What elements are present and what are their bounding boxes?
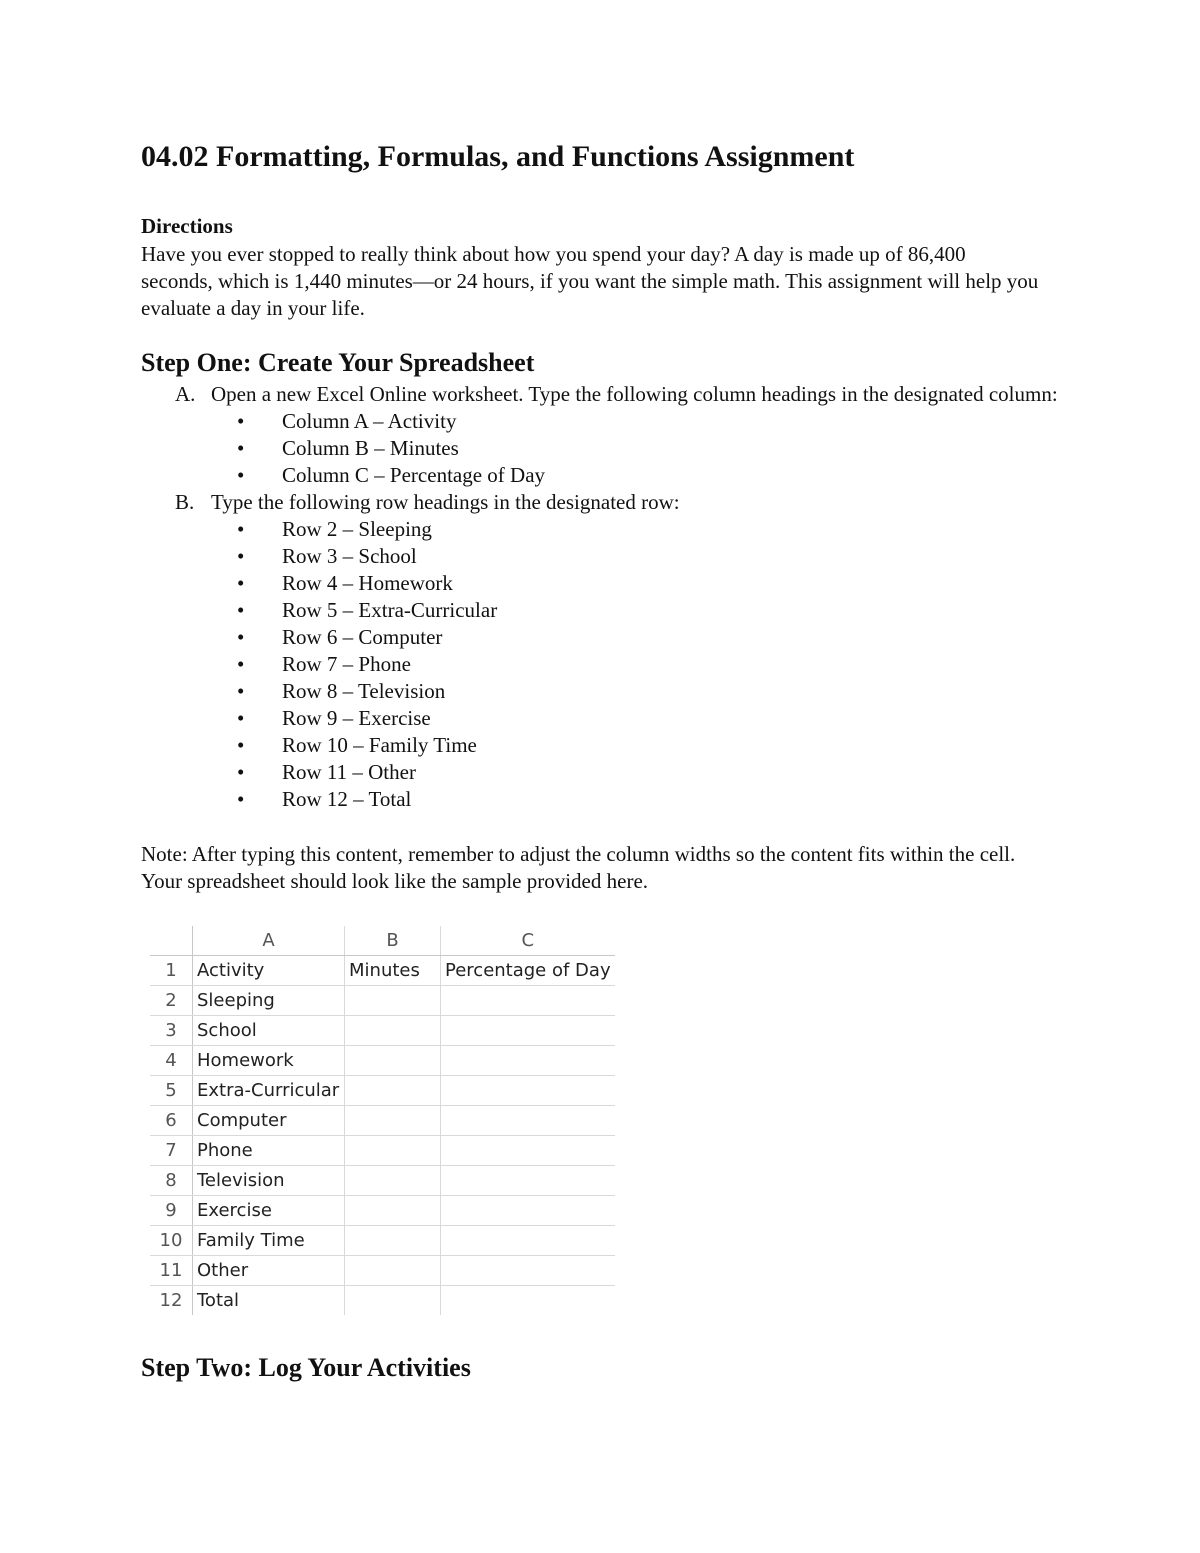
row-number: 7: [150, 1136, 193, 1166]
list-item: • Column C – Percentage of Day: [237, 463, 546, 487]
row-number: 9: [150, 1196, 193, 1226]
cell-percentage: [441, 1196, 615, 1226]
list-item: • Row 12 – Total: [237, 787, 412, 811]
list-marker: B.: [175, 490, 195, 514]
list-item: • Row 7 – Phone: [237, 652, 411, 676]
row-number: 11: [150, 1256, 193, 1286]
table-row: [150, 986, 615, 1016]
step-one-item-a: [141, 381, 1061, 489]
list-item: • Row 2 – Sleeping: [237, 517, 432, 541]
column-header: B: [345, 926, 441, 956]
bullet-icon: •: [237, 544, 245, 568]
bullet-icon: •: [237, 409, 245, 433]
table-row: [150, 1256, 615, 1286]
bullet-icon: •: [237, 706, 245, 730]
cell-percentage: [441, 986, 615, 1016]
cell-activity: Extra-Curricular: [193, 1076, 345, 1106]
cell-activity: Total: [193, 1286, 345, 1316]
cell-percentage: [441, 1136, 615, 1166]
cell-minutes: [345, 1226, 441, 1256]
row-number: 3: [150, 1016, 193, 1046]
table-row: [150, 1196, 615, 1226]
table-row: [150, 1046, 615, 1076]
table-row: [150, 1106, 615, 1136]
bullet-icon: •: [237, 436, 245, 460]
cell-activity: Family Time: [193, 1226, 345, 1256]
list-item: • Row 4 – Homework: [237, 571, 453, 595]
step-one-item-b: [141, 489, 1061, 813]
list-item: • Row 9 – Exercise: [237, 706, 431, 730]
cell-percentage: [441, 1076, 615, 1106]
cell-percentage: Percentage of Day: [441, 956, 615, 986]
cell-activity: Activity: [193, 956, 345, 986]
bullet-icon: •: [237, 679, 245, 703]
bullet-icon: •: [237, 760, 245, 784]
table-row: [150, 956, 615, 986]
page-title: 04.02 Formatting, Formulas, and Functions Assignment: [141, 140, 855, 173]
row-number: 12: [150, 1286, 193, 1316]
cell-activity: School: [193, 1016, 345, 1046]
cell-minutes: [345, 1166, 441, 1196]
corner-cell: [150, 926, 193, 956]
cell-activity: Phone: [193, 1136, 345, 1166]
cell-minutes: [345, 1076, 441, 1106]
row-number: 1: [150, 956, 193, 986]
column-header-row: [150, 926, 615, 956]
bullet-list: [211, 408, 1061, 489]
table-row: [150, 1286, 615, 1316]
cell-activity: Homework: [193, 1046, 345, 1076]
sample-spreadsheet: [150, 926, 615, 1315]
cell-minutes: [345, 1106, 441, 1136]
table-row: [150, 1136, 615, 1166]
cell-percentage: [441, 1106, 615, 1136]
cell-activity: Television: [193, 1166, 345, 1196]
cell-minutes: Minutes: [345, 956, 441, 986]
bullet-icon: •: [237, 652, 245, 676]
cell-activity: Sleeping: [193, 986, 345, 1016]
column-header: A: [193, 926, 345, 956]
cell-minutes: [345, 1016, 441, 1046]
row-number: 8: [150, 1166, 193, 1196]
table-row: [150, 1226, 615, 1256]
column-header: C: [441, 926, 615, 956]
cell-percentage: [441, 1016, 615, 1046]
bullet-icon: •: [237, 733, 245, 757]
cell-activity: Other: [193, 1256, 345, 1286]
directions-heading: Directions: [141, 214, 233, 238]
cell-minutes: [345, 1196, 441, 1226]
table-row: [150, 1076, 615, 1106]
list-item: • Row 5 – Extra-Curricular: [237, 598, 498, 622]
cell-percentage: [441, 1166, 615, 1196]
row-number: 5: [150, 1076, 193, 1106]
cell-minutes: [345, 1046, 441, 1076]
list-item: • Row 6 – Computer: [237, 625, 443, 649]
spreadsheet-table: [150, 926, 615, 1315]
list-item: • Row 8 – Television: [237, 679, 446, 703]
cell-activity: Computer: [193, 1106, 345, 1136]
table-row: [150, 1166, 615, 1196]
row-number: 10: [150, 1226, 193, 1256]
cell-minutes: [345, 1256, 441, 1286]
list-item: • Column A – Activity: [237, 409, 457, 433]
list-item: • Column B – Minutes: [237, 436, 459, 460]
cell-activity: Exercise: [193, 1196, 345, 1226]
bullet-icon: •: [237, 517, 245, 541]
directions-body: Have you ever stopped to really think about how you spend your day? A day is made up of 86,400 seconds, which is 1,440 minutes—or 24 hours, if you want the simple math. This assignment will help you evaluate a day in your life.: [141, 242, 1039, 320]
step-two-heading: Step Two: Log Your Activities: [141, 1353, 471, 1382]
list-item-text: Type the following row headings in the designated row:: [211, 490, 680, 514]
cell-minutes: [345, 986, 441, 1016]
cell-percentage: [441, 1046, 615, 1076]
step-one-list: [141, 381, 1061, 813]
bullet-icon: •: [237, 625, 245, 649]
bullet-icon: •: [237, 787, 245, 811]
cell-percentage: [441, 1226, 615, 1256]
list-item: • Row 11 – Other: [237, 760, 416, 784]
list-marker: A.: [175, 382, 196, 406]
bullet-icon: •: [237, 598, 245, 622]
list-item: • Row 10 – Family Time: [237, 733, 477, 757]
table-row: [150, 1016, 615, 1046]
cell-percentage: [441, 1286, 615, 1316]
cell-percentage: [441, 1256, 615, 1286]
row-number: 4: [150, 1046, 193, 1076]
cell-minutes: [345, 1136, 441, 1166]
cell-minutes: [345, 1286, 441, 1316]
row-number: 6: [150, 1106, 193, 1136]
bullet-icon: •: [237, 571, 245, 595]
list-item-text: Open a new Excel Online worksheet. Type the following column headings in the designated column:: [211, 382, 1058, 406]
step-one-heading: Step One: Create Your Spreadsheet: [141, 348, 535, 377]
list-item: • Row 3 – School: [237, 544, 417, 568]
row-number: 2: [150, 986, 193, 1016]
bullet-list: [211, 516, 1061, 813]
note-text: Note: After typing this content, remember to adjust the column widths so the content fits within the cell. Your spreadsheet should look like the sample provided here.: [141, 842, 1016, 893]
bullet-icon: •: [237, 463, 245, 487]
